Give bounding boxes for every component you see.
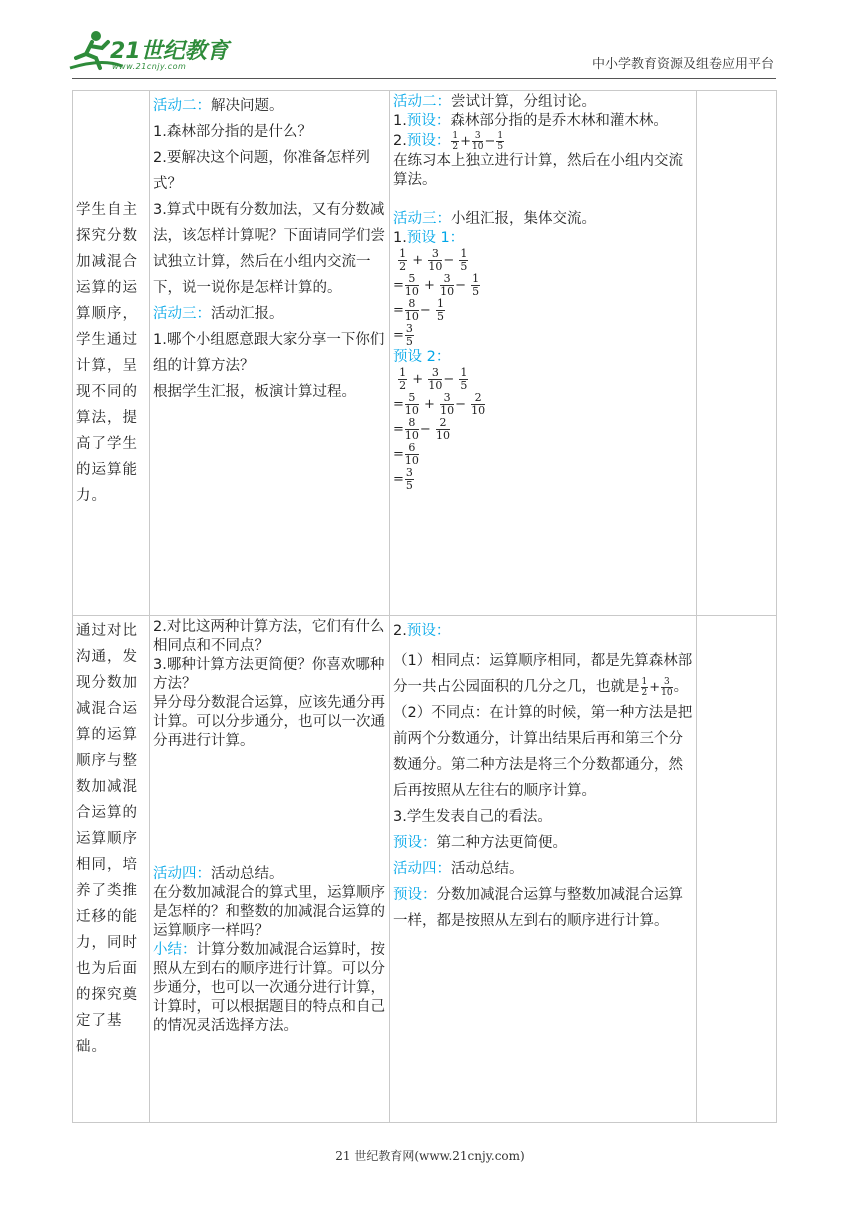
page-footer: 21 世纪教育网(www.21cnjy.com) xyxy=(335,1149,525,1163)
item-number: 2. xyxy=(393,133,407,149)
notes-cell xyxy=(697,616,777,1123)
same-point-text: （1）相同点：运算顺序相同，都是先算森林部分一共占公园面积的几分之几，也就是 xyxy=(393,653,693,695)
activity-title: 尝试计算，分组讨论。 xyxy=(451,94,596,110)
item-number: 1. xyxy=(393,230,407,246)
preset-text: 森林部分指的是乔木林和灌木林。 xyxy=(450,113,668,129)
platform-name: 中小学教育资源及组卷应用平台 xyxy=(591,57,774,72)
activity-tag: 活动四： xyxy=(393,861,451,877)
question: 2.要解决这个问题，你准备怎样列式？ xyxy=(153,150,370,192)
fraction: $\frac{1}{2}$ xyxy=(399,247,407,273)
question: 1.森林部分指的是什么？ xyxy=(153,124,312,140)
table-row xyxy=(73,91,777,616)
activity-title: 解决问题。 xyxy=(211,98,284,114)
expression: $\frac{1}{2}$ + $\frac{3}{10}$ xyxy=(641,677,673,698)
fraction: $\frac{1}{5}$ xyxy=(497,131,504,152)
question: 3.哪种计算方法更简便？你喜欢哪种方法？ xyxy=(153,657,385,692)
fraction: $\frac{5}{10}$ xyxy=(404,272,419,298)
student-text: 在练习本上独立进行计算，然后在小组内交流算法。 xyxy=(393,153,683,188)
preset-tag: 预设： xyxy=(393,835,437,851)
question: 3.算式中既有分数加法，又有分数减法，该怎样计算呢？下面请同学们尝试独立计算，然后在小组内交流一下，说一说你是怎样计算的。 xyxy=(153,202,385,296)
activity-tag: 活动二： xyxy=(153,98,211,114)
fraction: $\frac{3}{5}$ xyxy=(405,322,413,348)
preset-tag: 预设： xyxy=(406,623,451,639)
fraction: $\frac{1}{2}$ xyxy=(641,677,648,698)
fraction: $\frac{1}{5}$ xyxy=(436,297,444,323)
diff-point-text: （2）不同点：在计算的时候，第一种方法是把前两个分数通分，计算出结果后再和第三个分数通分。第二种方法是将三个分数都通分，然后再按照从左往右的顺序计算。 xyxy=(393,705,693,799)
logo-url: www.21cnjy.com xyxy=(112,62,187,71)
logo-text: 21世纪教育 xyxy=(110,39,229,64)
fraction: $\frac{3}{5}$ xyxy=(405,466,413,492)
fraction: $\frac{6}{10}$ xyxy=(404,441,419,467)
fraction: $\frac{3}{10}$ xyxy=(440,391,455,417)
student-text: 3.学生发表自己的看法。 xyxy=(393,809,552,825)
preset-tag: 预设： xyxy=(393,887,437,903)
activity-title: 活动总结。 xyxy=(451,861,524,877)
fraction: $\frac{1}{2}$ xyxy=(399,366,407,392)
item-number: 2. xyxy=(393,623,407,639)
fraction: $\frac{3}{10}$ xyxy=(471,131,484,152)
preset-tag: 预设 2： xyxy=(393,349,451,365)
fraction: $\frac{3}{10}$ xyxy=(440,272,455,298)
preset-text: 第二种方法更简便。 xyxy=(436,835,567,851)
calc-preset-1: $\frac{1}{2}$ + $\frac{3}{10}$ − $\frac{1}{5}$ = $\frac{5}{10}$ + $\frac{3}{10}$ − $\frac{1}{5}$ = $\frac{8}{10}$ − $\frac{1}{5}$ = $\frac{3}{5}$ xyxy=(393,247,480,348)
fraction: $\frac{1}{5}$ xyxy=(460,247,468,273)
design-intent-text: 通过对比沟通，发现分数加减混合运算的运算顺序与整数加减混合运算的运算顺序相同，培养了类推迁移的能力，同时也为后面的探究奠定了基础。 xyxy=(76,623,138,1055)
fraction: $\frac{2}{10}$ xyxy=(435,416,450,442)
question: 在分数加减混合的算式里，运算顺序是怎样的？和整数的加减混合运算的运算顺序一样吗？ xyxy=(153,885,385,939)
fraction: $\frac{5}{10}$ xyxy=(404,391,419,417)
notes-cell xyxy=(697,91,777,616)
table-row xyxy=(73,616,777,1123)
fraction: $\frac{2}{10}$ xyxy=(471,391,486,417)
activity-title: 活动总结。 xyxy=(211,866,284,882)
fraction: $\frac{8}{10}$ xyxy=(404,416,419,442)
fraction: $\frac{1}{2}$ xyxy=(452,131,459,152)
fraction: $\frac{3}{10}$ xyxy=(428,366,443,392)
preset-tag: 预设 1： xyxy=(406,230,465,246)
fraction: $\frac{1}{5}$ xyxy=(472,272,480,298)
item-number: 1. xyxy=(393,113,407,129)
teacher-activity-cell xyxy=(150,91,390,616)
teacher-activity-cell xyxy=(150,616,390,1123)
calc-preset-2: $\frac{1}{2}$ + $\frac{3}{10}$ − $\frac{1}{5}$ = $\frac{5}{10}$ + $\frac{3}{10}$ − $\frac{2}{10}$ = $\frac{8}{10}$ − $\frac{2}{10}$ = $\frac{6}{10}$ = $\frac{3}{5}$ xyxy=(393,366,486,492)
preset-tag: 预设： xyxy=(406,133,451,149)
summary-tag: 小结： xyxy=(153,942,197,958)
activity-tag: 活动四： xyxy=(153,866,211,882)
design-intent-cell xyxy=(73,91,150,616)
activity-tag: 活动三： xyxy=(393,211,451,227)
teacher-text: 异分母分数混合运算，应该先通分再计算。可以分步通分，也可以一次通分再进行计算。 xyxy=(153,695,385,749)
student-activity-cell: 2.预设： （1）相同点：运算顺序相同，都是先算森林部分一共占公园面积的几分之几，也就是 $\frac{1}{2}$ + $\frac{3}{10}$ 。 （2）不同点：在计算的时候，第一种方法是把前两个分数通分，计算出结果后再和第三个分数通分。第二种方法是将三个分数都通分，然后再按照从左往右的顺序计算。 3.学生发表自己的看法。 预设：第二种方法更简便。 活动四：活动总结。 预设：分数加减混合运算与整数加减混合运算一样，都是按照从左到右的顺序进行计算。 xyxy=(390,616,697,1123)
question: 2.对比这两种计算方法，它们有什么相同点和不同点？ xyxy=(153,619,385,654)
activity-tag: 活动三： xyxy=(153,306,211,322)
question: 1.哪个小组愿意跟大家分享一下你们组的计算方法？ xyxy=(153,332,385,374)
fraction: $\frac{1}{5}$ xyxy=(460,366,468,392)
design-intent-cell xyxy=(73,616,150,1123)
activity-title: 小组汇报，集体交流。 xyxy=(451,211,596,227)
page-header xyxy=(0,0,860,80)
preset-tag: 预设： xyxy=(406,113,451,129)
fraction: $\frac{3}{10}$ xyxy=(661,677,673,698)
activity-tag: 活动二： xyxy=(393,94,451,110)
preset-text: 分数加减混合运算与整数加减混合运算一样，都是按照从左到右的顺序进行计算。 xyxy=(393,887,683,929)
question: 根据学生汇报，板演计算过程。 xyxy=(153,384,356,400)
design-intent-text: 学生自主探究分数加减混合运算的运算顺序，学生通过计算，呈现不同的算法，提高了学生的运算能力。 xyxy=(76,202,138,504)
fraction: $\frac{8}{10}$ xyxy=(404,297,419,323)
lesson-table xyxy=(72,90,777,1123)
summary-text: 计算分数加减混合运算时，按照从左到右的顺序进行计算。可以分步通分，也可以一次通分进行计算，计算时，可以根据题目的特点和自己的情况灵活选择方法。 xyxy=(153,942,385,1034)
activity-title: 活动汇报。 xyxy=(211,306,284,322)
expression: $\frac{1}{2}$ + $\frac{3}{10}$ − $\frac{1}{5}$ xyxy=(452,131,504,152)
header-divider xyxy=(72,78,776,79)
fraction: $\frac{3}{10}$ xyxy=(428,247,443,273)
student-activity-cell xyxy=(390,91,697,616)
